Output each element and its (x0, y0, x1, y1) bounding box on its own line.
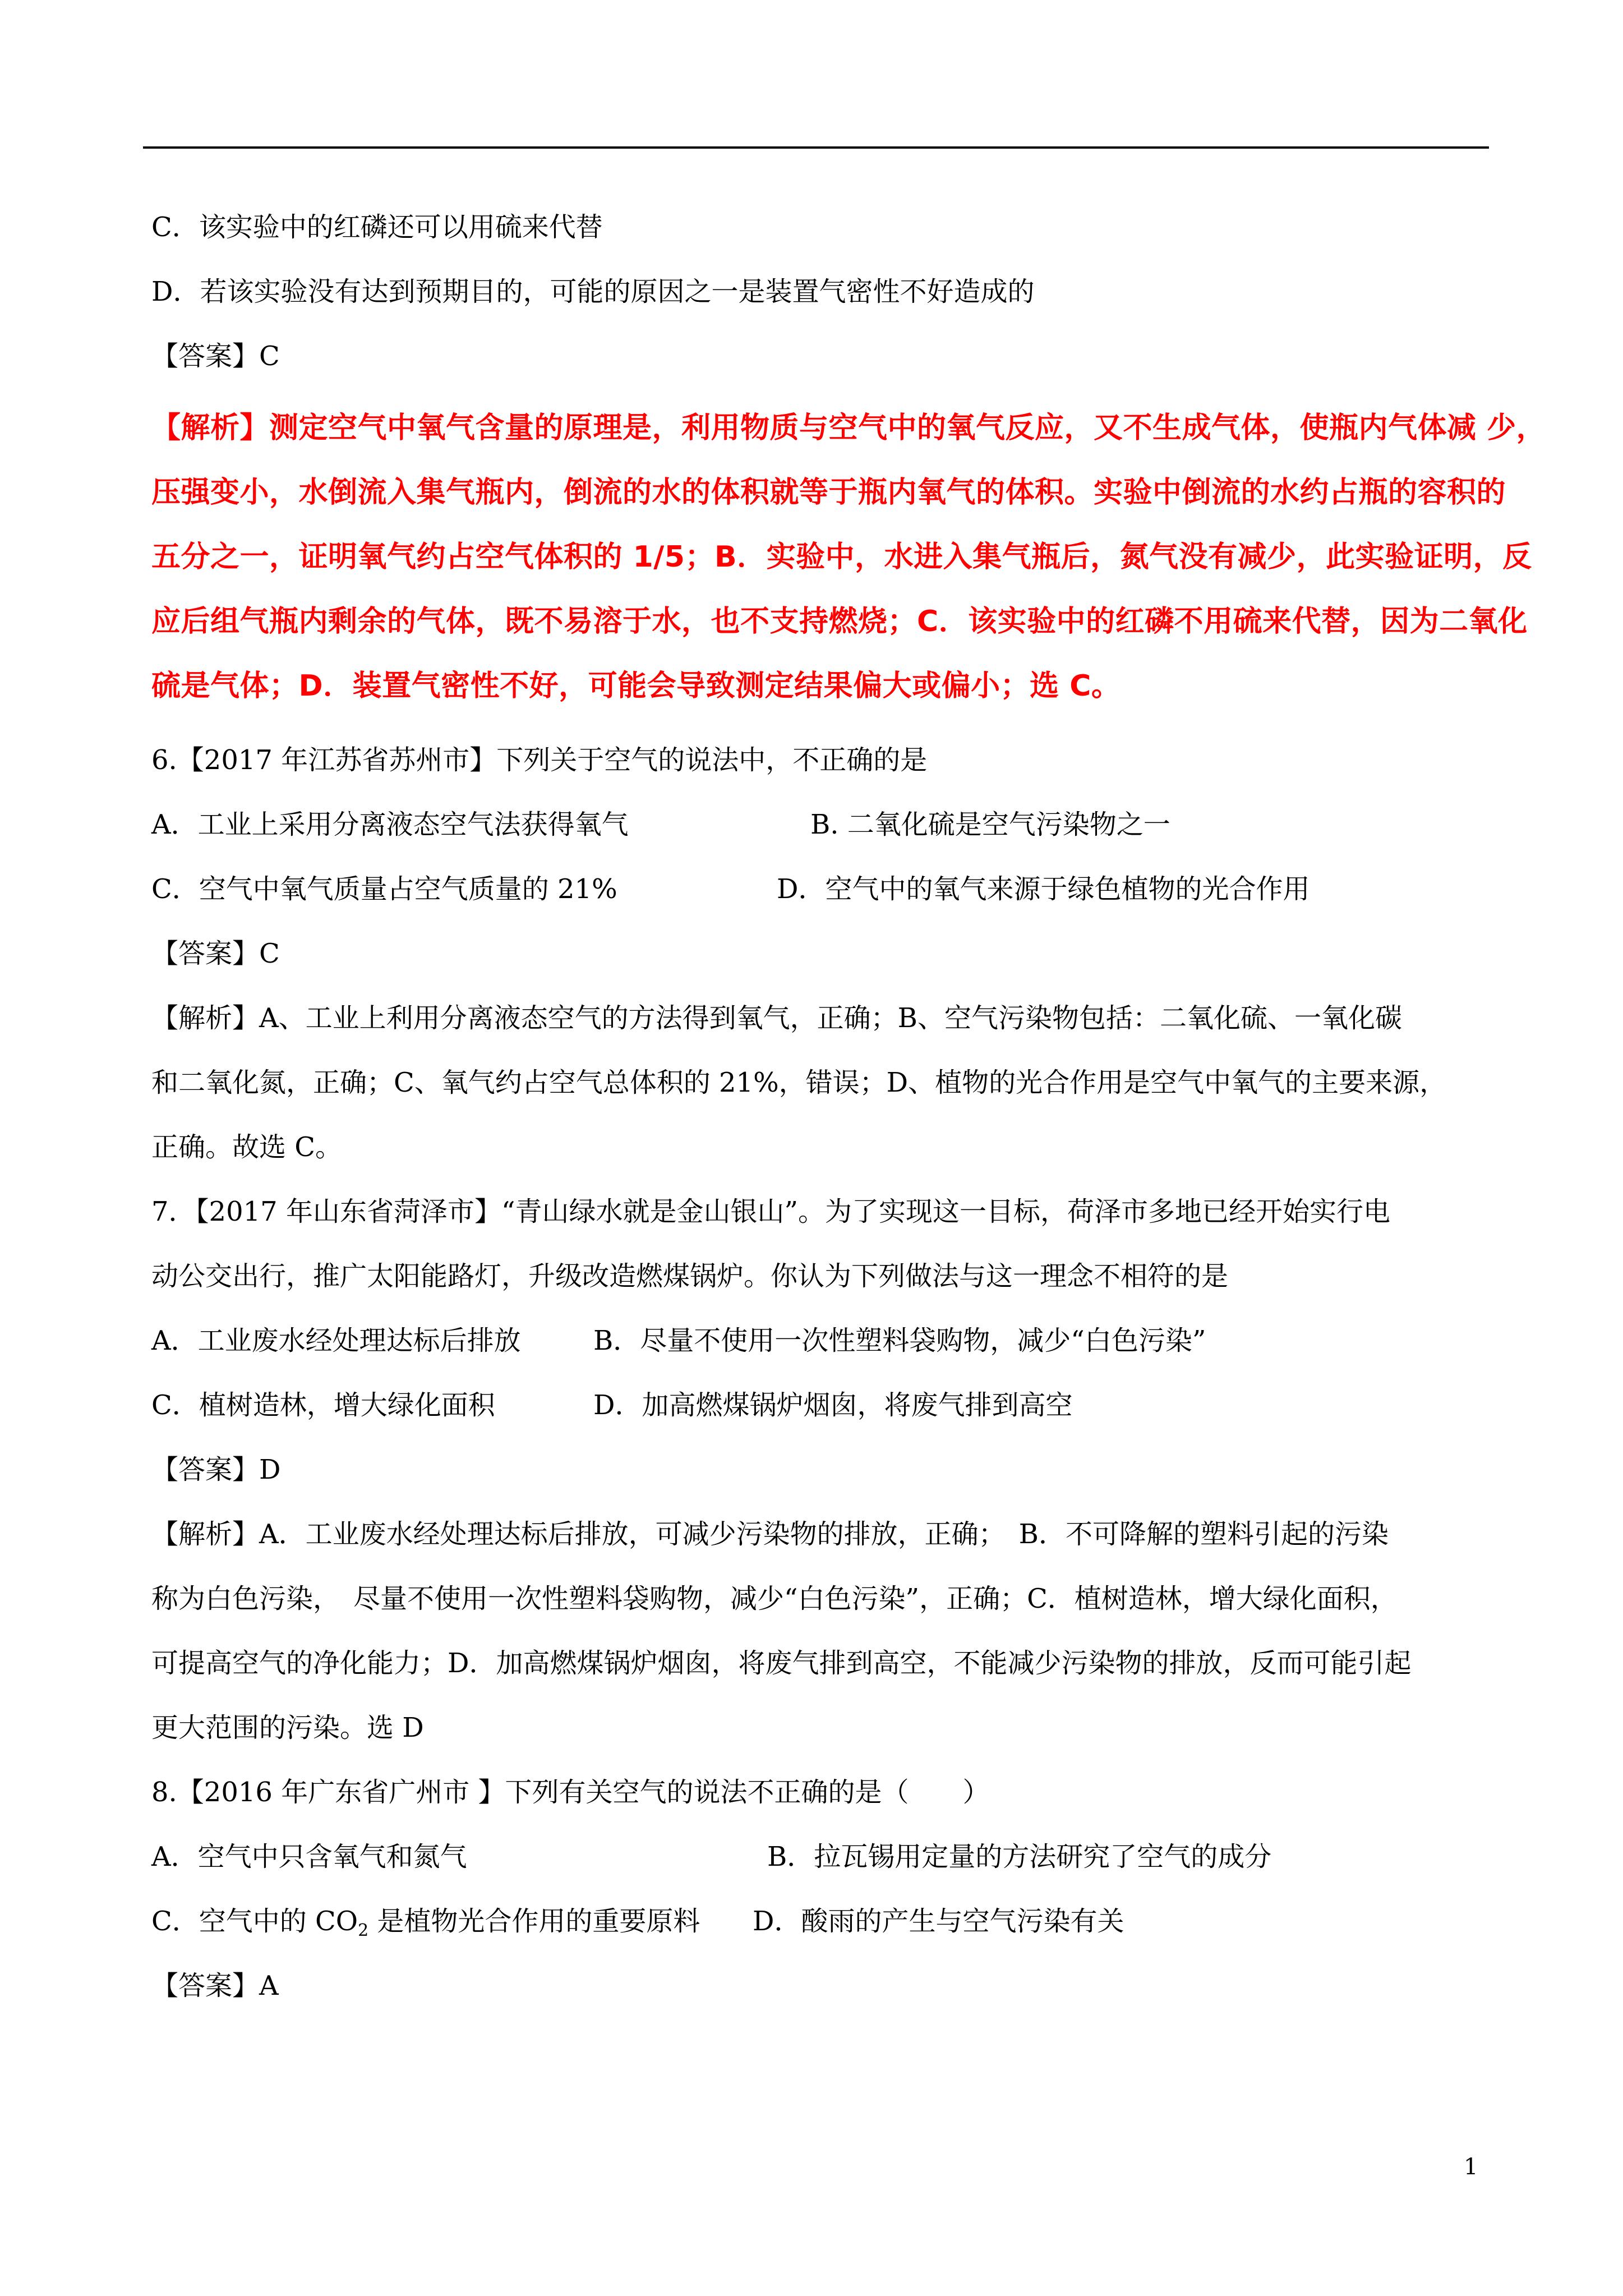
header-rule (143, 146, 1489, 149)
q6-answer: 【答案】C (151, 938, 280, 969)
q5-analysis-line-2: 压强变小，水倒流入集气瓶内，倒流的水的体积就等于瓶内氧气的体积。实验中倒流的水约占瓶的容积的 (151, 476, 1506, 509)
q8-option-b: B．拉瓦锡用定量的方法研究了空气的成分 (767, 1841, 1272, 1872)
q8-option-c (151, 1906, 700, 1940)
q7-option-d: D．加高燃煤锅炉烟囱，将废气排到高空 (593, 1389, 1073, 1421)
q5-analysis-line-5: 硫是气体；D．装置气密性不好，可能会导致测定结果偏大或偏小；选 C。 (151, 669, 1121, 703)
q5-option-c: C．该实验中的红磷还可以用硫来代替 (151, 211, 603, 243)
q6-analysis-line-3: 正确。故选 C。 (151, 1131, 342, 1163)
q5-answer: 【答案】C (151, 341, 280, 372)
q5-analysis-line-1: 【解析】测定空气中氧气含量的原理是，利用物质与空气中的氧气反应，又不生成气体，使瓶内气体减 少， (151, 411, 1546, 445)
q8-option-a: A．空气中只含氧气和氮气 (151, 1841, 467, 1872)
q6-stem: 6.【2017 年江苏省苏州市】下列关于空气的说法中，不正确的是 (151, 744, 928, 776)
q8-stem: 8.【2016 年广东省广州市 】下列有关空气的说法不正确的是（ ） (151, 1777, 990, 1808)
q7-option-c: C．植树造林，增大绿化面积 (151, 1389, 495, 1421)
q7-analysis-line-3: 可提高空气的净化能力；D．加高燃煤锅炉烟囱，将废气排到高空，不能减少污染物的排放，反而可能引起 (151, 1648, 1412, 1679)
q7-stem-line-1: 7．【2017 年山东省菏泽市】“青山绿水就是金山银山”。为了实现这一目标，荷泽市多地已经开始实行电 (151, 1196, 1391, 1227)
q7-answer: 【答案】D (151, 1454, 281, 1485)
q7-options-row-1 (151, 1324, 1497, 1358)
q7-stem-line-2: 动公交出行，推广太阳能路灯，升级改造燃煤锅炉。你认为下列做法与这一理念不相符的是 (151, 1260, 1229, 1292)
q6-option-d: D．空气中的氧气来源于绿色植物的光合作用 (777, 873, 1310, 905)
q6-options-row-1 (151, 808, 1497, 841)
q8-options-row-1 (151, 1840, 1497, 1874)
q7-options-row-2 (151, 1388, 1497, 1422)
q7-analysis-line-4: 更大范围的污染。选 D (151, 1712, 424, 1743)
q7-option-b: B．尽量不使用一次性塑料袋购物，减少“白色污染” (593, 1325, 1206, 1356)
q5-analysis-line-4: 应后组气瓶内剩余的气体，既不易溶于水，也不支持燃烧；C．该实验中的红磷不用硫来代替，因为二氧化 (151, 605, 1528, 638)
q6-analysis-line-2: 和二氧化氮，正确；C、氧气约占空气总体积的 21%，错误；D、植物的光合作用是空气中氧气的主要来源， (151, 1067, 1447, 1098)
q6-analysis-line-1: 【解析】A、工业上利用分离液态空气的方法得到氧气，正确；B、空气污染物包括：二氧化硫、一氧化碳 (151, 1002, 1402, 1034)
q8-option-d: D．酸雨的产生与空气污染有关 (753, 1906, 1124, 1937)
q6-options-row-2 (151, 872, 1497, 906)
q8-answer: 【答案】A (151, 1970, 279, 2001)
q8-option-c-subscript: 2 (358, 1921, 369, 1940)
q7-analysis-line-1: 【解析】A．工业废水经处理达标后排放，可减少污染物的排放，正确； B．不可降解的塑料引起的污染 (151, 1519, 1389, 1550)
q6-option-a: A．工业上采用分离液态空气法获得氧气 (151, 809, 629, 840)
q8-option-c-prefix: C．空气中的 CO (151, 1906, 358, 1937)
q6-option-b: B. 二氧化硫是空气污染物之一 (810, 809, 1170, 840)
q5-option-d: D．若该实验没有达到预期目的，可能的原因之一是装置气密性不好造成的 (151, 276, 1035, 307)
q6-option-c: C．空气中氧气质量占空气质量的 21% (151, 873, 617, 905)
page-number: 1 (1464, 2154, 1478, 2180)
q5-analysis-line-3: 五分之一，证明氧气约占空气体积的 1/5；B．实验中，水进入集气瓶后，氮气没有减少，此实验证明，反 (151, 540, 1532, 574)
q8-options-row-2 (151, 1904, 1497, 1948)
q8-option-c-suffix: 是植物光合作用的重要原料 (368, 1906, 700, 1937)
q7-analysis-line-2: 称为白色污染， 尽量不使用一次性塑料袋购物，减少“白色污染”，正确；C．植树造林，增大绿化面积， (151, 1583, 1398, 1614)
q7-option-a: A．工业废水经处理达标后排放 (151, 1325, 521, 1356)
